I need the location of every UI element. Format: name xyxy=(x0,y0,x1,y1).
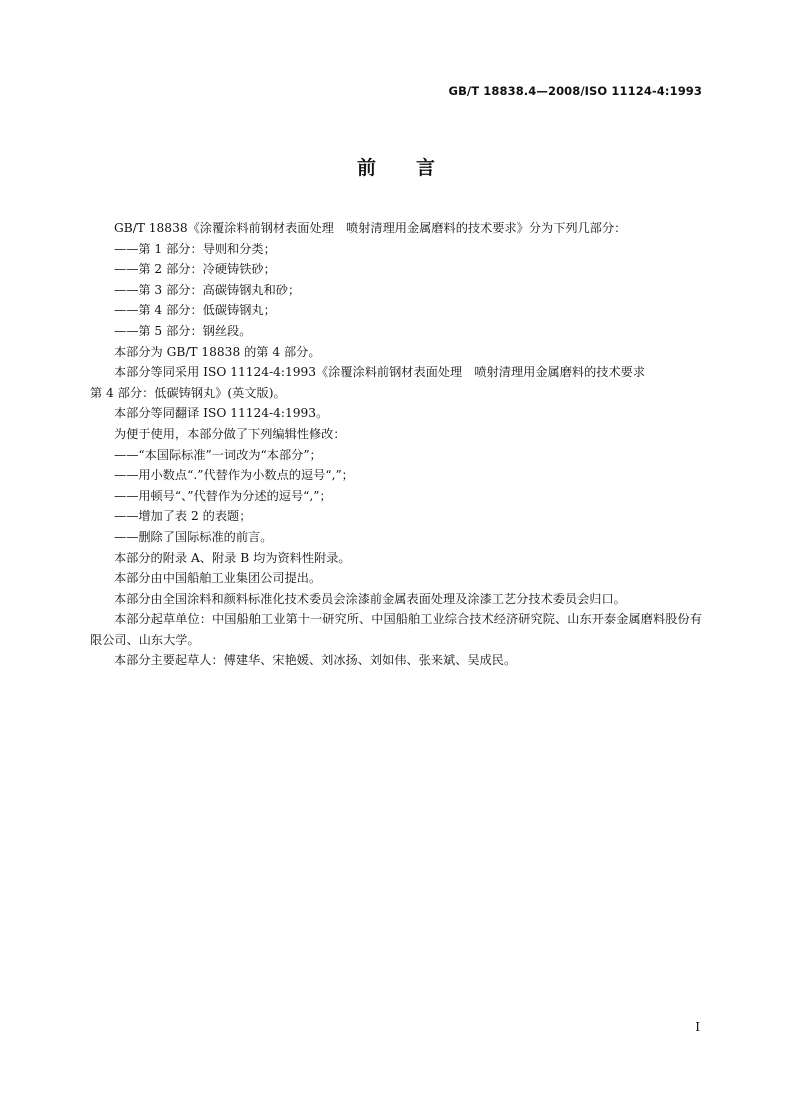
paragraph-drafters: 本部分主要起草人：傅建华、宋艳媛、刘冰扬、刘如伟、张来斌、吴成民。 xyxy=(114,653,517,668)
list-item-edit-3: ——用顿号“、”代替作为分述的逗号“,”； xyxy=(114,488,332,503)
page-number: I xyxy=(695,1020,700,1034)
paragraph-intro: GB/T 18838《涂覆涂料前钢材表面处理 喷射清理用金属磨料的技术要求》分为下列几部分： xyxy=(114,221,627,235)
paragraph-part-statement: 本部分为 GB/T 18838 的第 4 部分。 xyxy=(114,344,321,359)
list-item-part-2: ——第 2 部分：冷硬铸铁砂； xyxy=(114,262,276,277)
paragraph-edits-intro: 为便于使用，本部分做了下列编辑性修改： xyxy=(114,426,346,441)
list-item-part-1: ——第 1 部分：导则和分类； xyxy=(114,241,276,256)
page-title: 前言 xyxy=(356,157,475,179)
list-item-part-5: ——第 5 部分：钢丝段。 xyxy=(114,323,252,338)
list-item-edit-1: ——“本国际标准”一词改为“本部分”； xyxy=(114,447,322,462)
paragraph-translation: 本部分等同翻译 ISO 11124-4:1993。 xyxy=(114,406,329,421)
paragraph-adoption-continued: 第 4 部分：低碳铸钢丸》(英文版)。 xyxy=(90,385,286,400)
foreword-body xyxy=(90,218,702,671)
paragraph-annexes: 本部分的附录 A、附录 B 均为资料性附录。 xyxy=(114,550,351,565)
paragraph-adoption: 本部分等同采用 ISO 11124-4:1993《涂覆涂料前钢材表面处理 喷射清理用金属磨料的技术要求 xyxy=(114,365,646,380)
paragraph-drafting-units: 本部分起草单位：中国船舶工业第十一研究所、中国船舶工业综合技术经济研究院、山东开泰金属磨料股份有限公司、山东大学。 xyxy=(90,612,702,647)
standard-code-header: GB/T 18838.4—2008/ISO 11124-4:1993 xyxy=(448,84,702,98)
paragraph-proposer: 本部分由中国船舶工业集团公司提出。 xyxy=(114,571,322,586)
paragraph-committee: 本部分由全国涂料和颜料标准化技术委员会涂漆前金属表面处理及涂漆工艺分技术委员会归口。 xyxy=(114,591,626,606)
list-item-part-3: ——第 3 部分：高碳铸钢丸和砂； xyxy=(114,282,301,297)
list-item-part-4: ——第 4 部分：低碳铸钢丸； xyxy=(114,303,276,318)
list-item-edit-4: ——增加了表 2 的表题； xyxy=(114,509,252,524)
list-item-edit-2: ——用小数点“.”代替作为小数点的逗号“,”； xyxy=(114,468,354,483)
list-item-edit-5: ——删除了国际标准的前言。 xyxy=(114,529,273,544)
